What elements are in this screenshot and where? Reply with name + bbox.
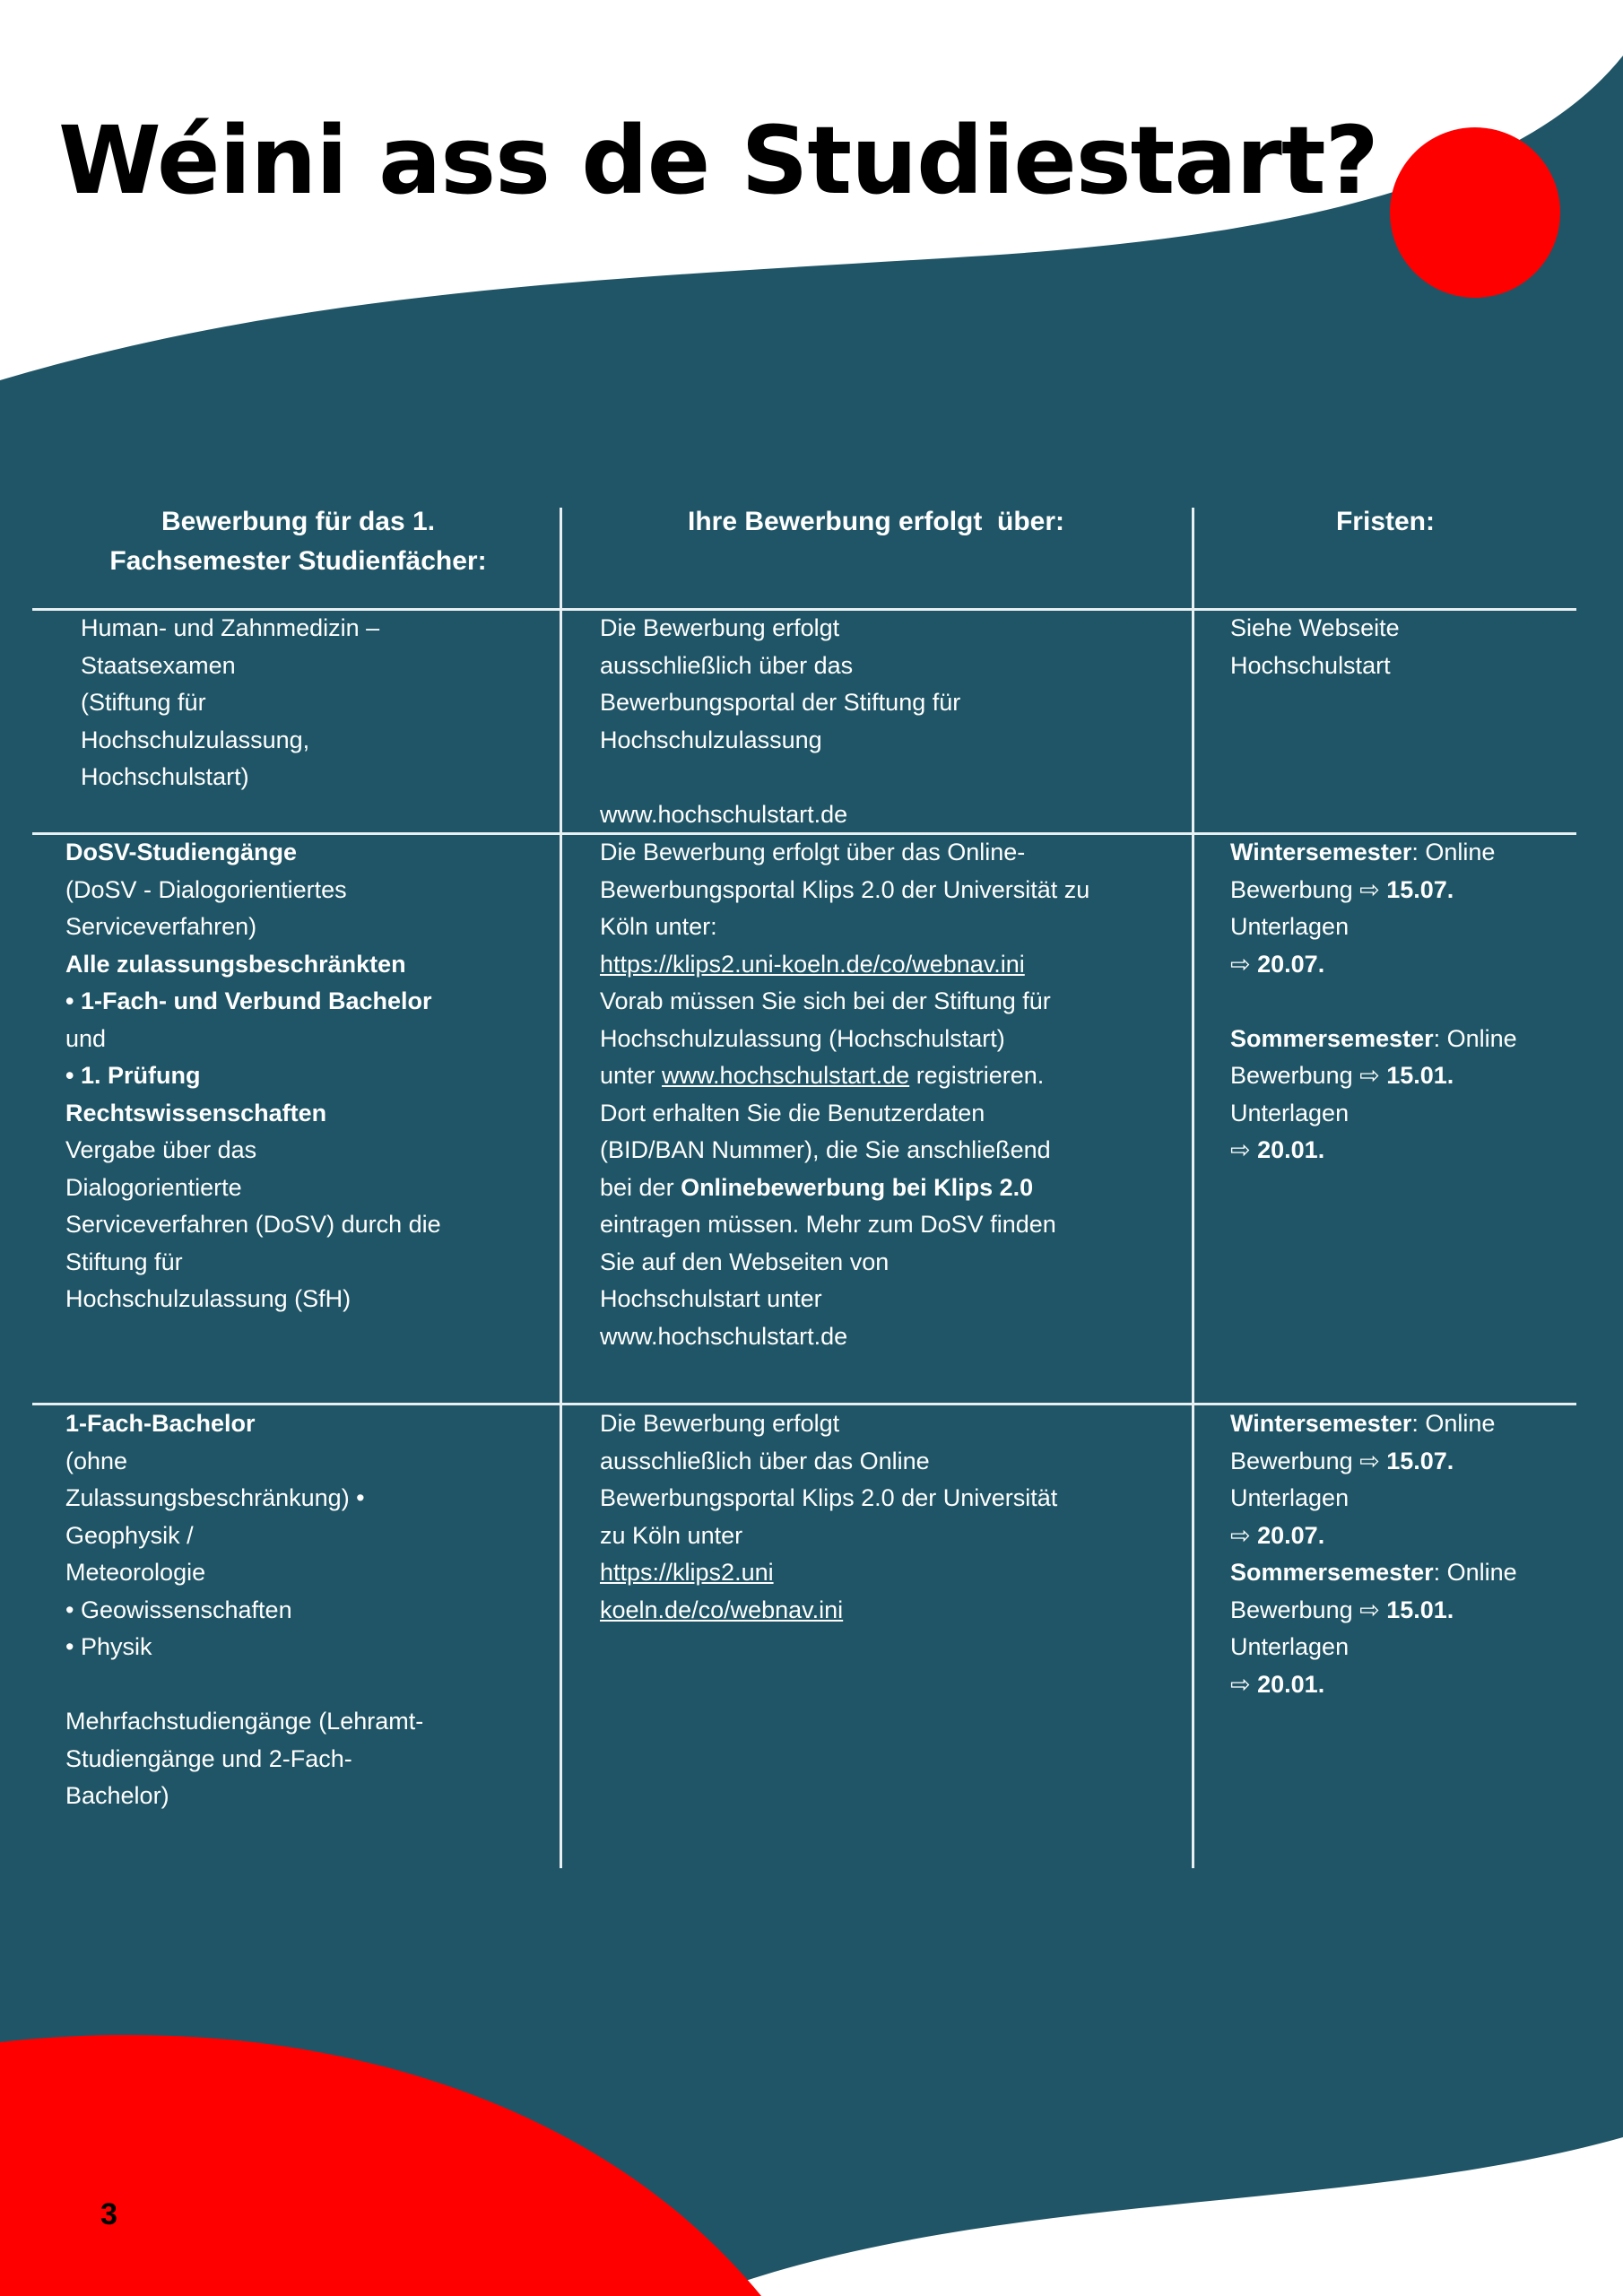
text: ⇨ <box>1230 950 1258 978</box>
text: Vergabe über das <box>65 1136 257 1163</box>
bold-text: 20.07. <box>1257 950 1325 978</box>
link[interactable]: www.hochschulstart.de <box>662 1062 910 1089</box>
text: unter <box>600 1062 663 1089</box>
text-line <box>1230 1592 1517 1630</box>
bold-text: • 1. Prüfung <box>65 1062 201 1089</box>
text-line <box>600 1318 1089 1356</box>
header-deadlines: Fristen: <box>1335 507 1435 536</box>
bold-text: 20.01. <box>1257 1136 1325 1163</box>
text-line <box>1230 1095 1517 1133</box>
text-line <box>1230 872 1517 909</box>
text: Geophysik / <box>65 1521 194 1549</box>
text-line <box>65 1741 423 1779</box>
text-line <box>1230 610 1400 648</box>
text-line <box>1230 834 1517 872</box>
text: zu Köln unter <box>600 1521 743 1549</box>
text-line <box>81 759 379 796</box>
text-line <box>600 648 960 685</box>
text-line <box>81 610 379 648</box>
text: Sie auf den Webseiten von <box>600 1248 890 1275</box>
text-line <box>65 1629 423 1666</box>
text-line <box>1230 1518 1517 1555</box>
text-line <box>65 1666 423 1704</box>
column-divider <box>560 508 562 1868</box>
text: Unterlagen <box>1230 1484 1350 1511</box>
text: Unterlagen <box>1230 1099 1350 1126</box>
text-line <box>65 909 441 946</box>
subjects-cell <box>65 834 441 1318</box>
text: Hochschulzulassung, <box>81 726 310 753</box>
text-line <box>1230 1132 1517 1170</box>
text: Dialogorientierte <box>65 1173 242 1201</box>
text-line <box>1230 1480 1517 1518</box>
text: Hochschulstart unter <box>600 1285 822 1312</box>
bold-text: 1-Fach-Bachelor <box>65 1410 256 1437</box>
text: : Online <box>1433 1559 1517 1586</box>
text-line <box>65 1518 423 1555</box>
red-circle-decoration <box>1390 127 1560 298</box>
text: Hochschulstart) <box>81 763 249 790</box>
text-line <box>65 1443 423 1481</box>
bold-text: DoSV-Studiengänge <box>65 839 298 865</box>
text-line <box>600 1095 1089 1133</box>
text-line <box>65 1244 441 1282</box>
link[interactable]: https://klips2.uni-koeln.de/co/webnav.ini <box>600 950 1025 978</box>
bold-text: 15.07. <box>1386 875 1454 903</box>
text-line <box>600 1206 1089 1244</box>
subjects-cell <box>81 610 379 796</box>
text: (Stiftung für <box>81 689 206 716</box>
text-line <box>65 1206 441 1244</box>
text-line <box>1230 1021 1517 1058</box>
text-line <box>600 1443 1057 1481</box>
text-line <box>1230 1666 1517 1704</box>
text-line <box>600 1405 1057 1443</box>
text: Hochschulstart <box>1230 651 1391 679</box>
text: Studiengänge und 2-Fach- <box>65 1744 352 1772</box>
text: ausschließlich über das Online <box>600 1447 930 1474</box>
text-line <box>65 1057 441 1095</box>
page-title: Wéini ass de Studiestart? <box>58 106 1378 215</box>
bold-text: 15.07. <box>1386 1447 1454 1474</box>
text: Human- und Zahnmedizin – <box>81 614 380 641</box>
bold-text: 20.07. <box>1257 1521 1325 1549</box>
text-line <box>65 1281 441 1318</box>
text: eintragen müssen. Mehr zum DoSV finden <box>600 1211 1056 1238</box>
bold-text: Wintersemester <box>1230 839 1412 865</box>
text-line <box>1230 1405 1517 1443</box>
text-line <box>600 684 960 722</box>
text-line <box>600 1132 1089 1170</box>
text: Siehe Webseite <box>1230 614 1400 641</box>
text: Bewerbung ⇨ <box>1230 1447 1387 1474</box>
text: und <box>65 1024 107 1052</box>
text-line <box>1230 648 1400 685</box>
text-line <box>600 834 1089 872</box>
text-line <box>600 1480 1057 1518</box>
text: ⇨ <box>1230 1136 1258 1163</box>
text-line <box>1230 1629 1517 1666</box>
text: Hochschulzulassung <box>600 726 822 753</box>
text-line <box>600 909 1089 946</box>
text: : Online <box>1411 1410 1496 1437</box>
bold-text: Rechtswissenschaften <box>65 1099 327 1126</box>
text: (BID/BAN Nummer), die Sie anschließend <box>600 1136 1051 1163</box>
text-line <box>65 1703 423 1741</box>
column-divider <box>1192 508 1194 1868</box>
text-line <box>65 1095 441 1133</box>
bold-text: 15.01. <box>1386 1062 1454 1089</box>
text: ⇨ <box>1230 1521 1258 1549</box>
subjects-cell <box>65 1405 423 1815</box>
text-line <box>65 872 441 909</box>
link[interactable]: https://klips2.uni <box>600 1559 774 1586</box>
bold-text: Sommersemester <box>1230 1024 1434 1052</box>
text-line <box>65 1778 423 1815</box>
text: Serviceverfahren (DoSV) durch die <box>65 1211 441 1238</box>
bold-text: Wintersemester <box>1230 1410 1412 1437</box>
text: Hochschulzulassung (Hochschulstart) <box>600 1024 1005 1052</box>
deadlines-cell <box>1230 1405 1517 1703</box>
text: registrieren. <box>909 1062 1045 1089</box>
text-line <box>600 983 1089 1021</box>
text: • Geowissenschaften <box>65 1596 292 1623</box>
text: Unterlagen <box>1230 913 1350 940</box>
text-line <box>600 1554 1057 1592</box>
text-line <box>65 1592 423 1630</box>
text-line <box>600 722 960 760</box>
text-line <box>1230 1554 1517 1592</box>
text: Staatsexamen <box>81 651 236 679</box>
text: : Online <box>1411 839 1496 865</box>
text: (DoSV - Dialogorientiertes <box>65 875 347 903</box>
text: Die Bewerbung erfolgt über das Online- <box>600 839 1026 865</box>
bold-text: • 1-Fach- und Verbund Bachelor <box>65 987 432 1014</box>
text: ⇨ <box>1230 1670 1258 1698</box>
text-line <box>600 1281 1089 1318</box>
text-line <box>600 1170 1089 1207</box>
application-cell <box>600 1405 1057 1629</box>
text-line <box>1230 983 1517 1021</box>
text-line <box>600 1244 1089 1282</box>
text-line <box>600 610 960 648</box>
text: • Physik <box>65 1633 152 1660</box>
text-line <box>65 1170 441 1207</box>
text: Bewerbung ⇨ <box>1230 875 1387 903</box>
page-number: 3 <box>100 2197 117 2231</box>
bold-text: Onlinebewerbung bei Klips 2.0 <box>681 1173 1034 1201</box>
text-line <box>65 1132 441 1170</box>
text: www.hochschulstart.de <box>600 1322 848 1350</box>
text: www.hochschulstart.de <box>600 800 848 828</box>
text: Stiftung für <box>65 1248 183 1275</box>
text-line <box>1230 909 1517 946</box>
text: Unterlagen <box>1230 1633 1350 1660</box>
text-line <box>600 796 960 834</box>
text: Bachelor) <box>65 1782 169 1809</box>
application-cell <box>600 610 960 833</box>
text: : Online <box>1433 1024 1517 1052</box>
text: Die Bewerbung erfolgt <box>600 614 840 641</box>
application-cell <box>600 834 1089 1355</box>
bold-text: Alle zulassungsbeschränkten <box>65 950 406 978</box>
text-line <box>81 684 379 722</box>
text: Mehrfachstudiengänge (Lehramt- <box>65 1708 424 1735</box>
text-line <box>600 1021 1089 1058</box>
header-subjects: Bewerbung für das 1. Fachsemester Studienfächer: <box>109 507 487 576</box>
text: Vorab müssen Sie sich bei der Stiftung für <box>600 987 1051 1014</box>
text-line <box>600 759 960 796</box>
text: Bewerbung ⇨ <box>1230 1062 1387 1089</box>
text-line <box>600 872 1089 909</box>
text-line <box>65 946 441 984</box>
text-line <box>65 983 441 1021</box>
bold-text: Sommersemester <box>1230 1559 1434 1586</box>
text: (ohne <box>65 1447 128 1474</box>
text-line <box>600 1057 1089 1095</box>
text: Bewerbungsportal der Stiftung für <box>600 689 961 716</box>
text-line <box>81 648 379 685</box>
text-line <box>65 1480 423 1518</box>
text: bei der <box>600 1173 681 1201</box>
text: Meteorologie <box>65 1559 206 1586</box>
text-line <box>65 1021 441 1058</box>
text-line <box>65 834 441 872</box>
text: Köln unter: <box>600 913 717 940</box>
bold-text: 15.01. <box>1386 1596 1454 1623</box>
text: Bewerbung ⇨ <box>1230 1596 1387 1623</box>
text-line <box>81 722 379 760</box>
text-line <box>1230 1443 1517 1481</box>
link[interactable]: koeln.de/co/webnav.ini <box>600 1596 844 1623</box>
text-line <box>1230 1057 1517 1095</box>
text-line <box>65 1405 423 1443</box>
text-line <box>600 1518 1057 1555</box>
text: Dort erhalten Sie die Benutzerdaten <box>600 1099 985 1126</box>
text: Hochschulzulassung (SfH) <box>65 1285 352 1312</box>
text-line <box>1230 946 1517 984</box>
text: Bewerbungsportal Klips 2.0 der Universität <box>600 1484 1058 1511</box>
deadlines-cell <box>1230 610 1400 684</box>
text-line <box>600 946 1089 984</box>
text: ausschließlich über das <box>600 651 854 679</box>
text: Bewerbungsportal Klips 2.0 der Universität zu <box>600 875 1090 903</box>
deadlines-cell <box>1230 834 1517 1170</box>
bold-text: 20.01. <box>1257 1670 1325 1698</box>
text-line <box>600 1592 1057 1630</box>
text: Die Bewerbung erfolgt <box>600 1410 840 1437</box>
header-application-via: Ihre Bewerbung erfolgt über: <box>687 507 1065 536</box>
text: Serviceverfahren) <box>65 913 257 940</box>
text-line <box>65 1554 423 1592</box>
text: Zulassungsbeschränkung) • <box>65 1484 365 1511</box>
